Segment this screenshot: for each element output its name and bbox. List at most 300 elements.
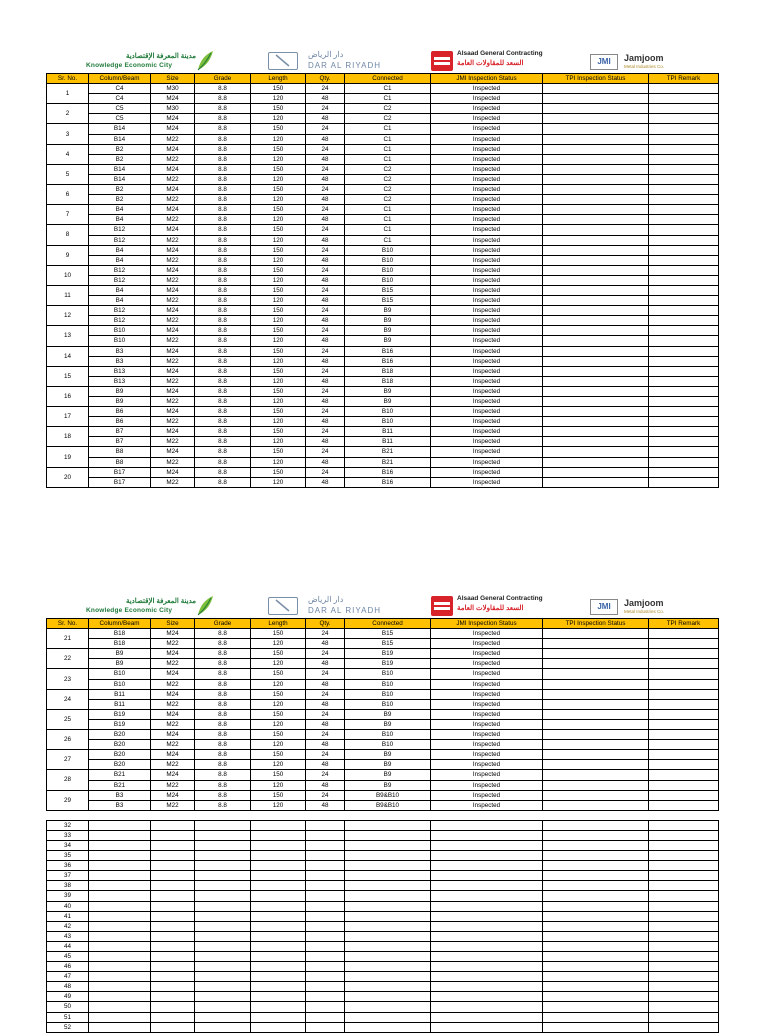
jmi-status-cell[interactable]: Inspected <box>431 245 543 255</box>
length-cell[interactable]: 150 <box>251 366 306 376</box>
column-beam-cell[interactable]: B4 <box>89 215 151 225</box>
length-cell[interactable]: 120 <box>251 477 306 487</box>
grade-cell[interactable]: 8.8 <box>195 366 251 376</box>
qty-cell[interactable]: 48 <box>306 215 345 225</box>
tpi-status-cell[interactable] <box>543 285 649 295</box>
tpi-remark-cell[interactable] <box>649 649 719 659</box>
jmi-status-cell[interactable]: Inspected <box>431 407 543 417</box>
connected-cell[interactable]: B9 <box>345 386 431 396</box>
size-cell[interactable]: M24 <box>151 407 195 417</box>
length-cell[interactable]: 120 <box>251 659 306 669</box>
column-beam-cell[interactable]: B3 <box>89 346 151 356</box>
grade-cell[interactable]: 8.8 <box>195 104 251 114</box>
qty-cell[interactable] <box>306 820 345 830</box>
qty-cell[interactable]: 48 <box>306 397 345 407</box>
connected-cell[interactable]: B9 <box>345 750 431 760</box>
size-cell[interactable]: M22 <box>151 296 195 306</box>
jmi-status-cell[interactable]: Inspected <box>431 467 543 477</box>
tpi-status-cell[interactable] <box>543 750 649 760</box>
grade-cell[interactable]: 8.8 <box>195 376 251 386</box>
length-cell[interactable] <box>251 982 306 992</box>
jmi-status-cell[interactable]: Inspected <box>431 356 543 366</box>
tpi-remark-cell[interactable] <box>649 356 719 366</box>
empty-cell[interactable] <box>345 810 431 820</box>
column-beam-cell[interactable]: B4 <box>89 285 151 295</box>
size-cell[interactable] <box>151 982 195 992</box>
tpi-status-cell[interactable] <box>543 427 649 437</box>
tpi-remark-cell[interactable] <box>649 1002 719 1012</box>
jmi-status-cell[interactable] <box>431 901 543 911</box>
column-beam-cell[interactable]: B13 <box>89 366 151 376</box>
qty-cell[interactable]: 24 <box>306 205 345 215</box>
jmi-status-cell[interactable]: Inspected <box>431 134 543 144</box>
tpi-status-cell[interactable] <box>543 376 649 386</box>
length-cell[interactable]: 120 <box>251 376 306 386</box>
empty-cell[interactable] <box>47 810 89 820</box>
length-cell[interactable]: 150 <box>251 427 306 437</box>
jmi-status-cell[interactable] <box>431 840 543 850</box>
jmi-status-cell[interactable]: Inspected <box>431 709 543 719</box>
size-cell[interactable] <box>151 861 195 871</box>
tpi-status-cell[interactable] <box>543 477 649 487</box>
tpi-remark-cell[interactable] <box>649 840 719 850</box>
grade-cell[interactable]: 8.8 <box>195 84 251 94</box>
column-beam-cell[interactable]: B7 <box>89 427 151 437</box>
column-beam-cell[interactable]: B12 <box>89 316 151 326</box>
tpi-status-cell[interactable] <box>543 346 649 356</box>
tpi-status-cell[interactable] <box>543 911 649 921</box>
size-cell[interactable]: M24 <box>151 326 195 336</box>
connected-cell[interactable]: C1 <box>345 144 431 154</box>
connected-cell[interactable] <box>345 962 431 972</box>
connected-cell[interactable] <box>345 901 431 911</box>
grade-cell[interactable]: 8.8 <box>195 760 251 770</box>
jmi-status-cell[interactable]: Inspected <box>431 790 543 800</box>
qty-cell[interactable]: 48 <box>306 376 345 386</box>
length-cell[interactable] <box>251 921 306 931</box>
connected-cell[interactable]: B16 <box>345 346 431 356</box>
tpi-remark-cell[interactable] <box>649 185 719 195</box>
connected-cell[interactable]: B19 <box>345 649 431 659</box>
qty-cell[interactable]: 24 <box>306 104 345 114</box>
grade-cell[interactable]: 8.8 <box>195 386 251 396</box>
jmi-status-cell[interactable]: Inspected <box>431 84 543 94</box>
tpi-remark-cell[interactable] <box>649 457 719 467</box>
tpi-remark-cell[interactable] <box>649 164 719 174</box>
length-cell[interactable]: 120 <box>251 134 306 144</box>
connected-cell[interactable] <box>345 931 431 941</box>
length-cell[interactable]: 120 <box>251 336 306 346</box>
grade-cell[interactable]: 8.8 <box>195 94 251 104</box>
column-beam-cell[interactable]: B4 <box>89 245 151 255</box>
tpi-remark-cell[interactable] <box>649 851 719 861</box>
connected-cell[interactable]: B9 <box>345 316 431 326</box>
qty-cell[interactable] <box>306 1012 345 1022</box>
jmi-status-cell[interactable]: Inspected <box>431 114 543 124</box>
qty-cell[interactable]: 24 <box>306 669 345 679</box>
size-cell[interactable] <box>151 891 195 901</box>
column-beam-cell[interactable]: C4 <box>89 94 151 104</box>
connected-cell[interactable]: B16 <box>345 356 431 366</box>
connected-cell[interactable]: B9&B10 <box>345 800 431 810</box>
size-cell[interactable] <box>151 851 195 861</box>
length-cell[interactable] <box>251 820 306 830</box>
length-cell[interactable]: 120 <box>251 296 306 306</box>
size-cell[interactable] <box>151 1012 195 1022</box>
tpi-status-cell[interactable] <box>543 407 649 417</box>
grade-cell[interactable]: 8.8 <box>195 326 251 336</box>
size-cell[interactable]: M24 <box>151 205 195 215</box>
size-cell[interactable]: M24 <box>151 144 195 154</box>
connected-cell[interactable]: B9 <box>345 709 431 719</box>
column-beam-cell[interactable]: B9 <box>89 659 151 669</box>
length-cell[interactable]: 150 <box>251 84 306 94</box>
column-beam-cell[interactable]: B19 <box>89 709 151 719</box>
grade-cell[interactable]: 8.8 <box>195 306 251 316</box>
tpi-status-cell[interactable] <box>543 730 649 740</box>
size-cell[interactable]: M22 <box>151 134 195 144</box>
qty-cell[interactable]: 24 <box>306 709 345 719</box>
tpi-status-cell[interactable] <box>543 114 649 124</box>
length-cell[interactable]: 150 <box>251 689 306 699</box>
qty-cell[interactable]: 24 <box>306 407 345 417</box>
tpi-remark-cell[interactable] <box>649 891 719 901</box>
length-cell[interactable] <box>251 851 306 861</box>
column-beam-cell[interactable]: B10 <box>89 326 151 336</box>
grade-cell[interactable]: 8.8 <box>195 800 251 810</box>
tpi-remark-cell[interactable] <box>649 316 719 326</box>
jmi-status-cell[interactable]: Inspected <box>431 800 543 810</box>
connected-cell[interactable]: C1 <box>345 235 431 245</box>
size-cell[interactable]: M22 <box>151 255 195 265</box>
connected-cell[interactable]: B10 <box>345 245 431 255</box>
length-cell[interactable]: 120 <box>251 154 306 164</box>
connected-cell[interactable]: C1 <box>345 215 431 225</box>
tpi-status-cell[interactable] <box>543 326 649 336</box>
connected-cell[interactable]: B10 <box>345 255 431 265</box>
tpi-status-cell[interactable] <box>543 265 649 275</box>
column-beam-cell[interactable]: B2 <box>89 144 151 154</box>
length-cell[interactable]: 120 <box>251 457 306 467</box>
tpi-remark-cell[interactable] <box>649 285 719 295</box>
tpi-remark-cell[interactable] <box>649 245 719 255</box>
qty-cell[interactable]: 24 <box>306 346 345 356</box>
jmi-status-cell[interactable]: Inspected <box>431 306 543 316</box>
qty-cell[interactable]: 48 <box>306 195 345 205</box>
tpi-status-cell[interactable] <box>543 255 649 265</box>
grade-cell[interactable] <box>195 962 251 972</box>
qty-cell[interactable]: 24 <box>306 326 345 336</box>
length-cell[interactable]: 150 <box>251 346 306 356</box>
connected-cell[interactable]: B10 <box>345 417 431 427</box>
tpi-remark-cell[interactable] <box>649 134 719 144</box>
tpi-remark-cell[interactable] <box>649 467 719 477</box>
tpi-status-cell[interactable] <box>543 104 649 114</box>
tpi-status-cell[interactable] <box>543 679 649 689</box>
tpi-status-cell[interactable] <box>543 185 649 195</box>
qty-cell[interactable]: 48 <box>306 679 345 689</box>
length-cell[interactable] <box>251 911 306 921</box>
connected-cell[interactable]: B15 <box>345 296 431 306</box>
tpi-remark-cell[interactable] <box>649 174 719 184</box>
size-cell[interactable] <box>151 921 195 931</box>
connected-cell[interactable]: B9 <box>345 326 431 336</box>
length-cell[interactable] <box>251 931 306 941</box>
qty-cell[interactable]: 48 <box>306 659 345 669</box>
jmi-status-cell[interactable] <box>431 871 543 881</box>
column-beam-cell[interactable]: B3 <box>89 790 151 800</box>
size-cell[interactable]: M22 <box>151 740 195 750</box>
qty-cell[interactable]: 24 <box>306 689 345 699</box>
tpi-remark-cell[interactable] <box>649 437 719 447</box>
connected-cell[interactable]: C2 <box>345 104 431 114</box>
qty-cell[interactable] <box>306 861 345 871</box>
grade-cell[interactable]: 8.8 <box>195 195 251 205</box>
grade-cell[interactable]: 8.8 <box>195 316 251 326</box>
qty-cell[interactable]: 24 <box>306 649 345 659</box>
tpi-remark-cell[interactable] <box>649 124 719 134</box>
column-beam-cell[interactable] <box>89 992 151 1002</box>
connected-cell[interactable] <box>345 820 431 830</box>
tpi-status-cell[interactable] <box>543 164 649 174</box>
qty-cell[interactable]: 48 <box>306 154 345 164</box>
jmi-status-cell[interactable]: Inspected <box>431 346 543 356</box>
column-beam-cell[interactable] <box>89 871 151 881</box>
tpi-status-cell[interactable] <box>543 699 649 709</box>
tpi-status-cell[interactable] <box>543 709 649 719</box>
length-cell[interactable]: 120 <box>251 780 306 790</box>
tpi-status-cell[interactable] <box>543 689 649 699</box>
length-cell[interactable]: 120 <box>251 679 306 689</box>
column-beam-cell[interactable] <box>89 941 151 951</box>
empty-cell[interactable] <box>543 810 649 820</box>
length-cell[interactable] <box>251 861 306 871</box>
tpi-status-cell[interactable] <box>543 760 649 770</box>
size-cell[interactable]: M22 <box>151 457 195 467</box>
tpi-remark-cell[interactable] <box>649 104 719 114</box>
length-cell[interactable]: 120 <box>251 316 306 326</box>
length-cell[interactable]: 150 <box>251 447 306 457</box>
tpi-status-cell[interactable] <box>543 719 649 729</box>
jmi-status-cell[interactable]: Inspected <box>431 417 543 427</box>
size-cell[interactable]: M22 <box>151 437 195 447</box>
qty-cell[interactable]: 48 <box>306 255 345 265</box>
qty-cell[interactable]: 48 <box>306 174 345 184</box>
connected-cell[interactable]: B10 <box>345 699 431 709</box>
connected-cell[interactable]: B19 <box>345 659 431 669</box>
grade-cell[interactable] <box>195 820 251 830</box>
qty-cell[interactable]: 24 <box>306 245 345 255</box>
column-beam-cell[interactable]: B20 <box>89 740 151 750</box>
tpi-remark-cell[interactable] <box>649 992 719 1002</box>
grade-cell[interactable] <box>195 982 251 992</box>
jmi-status-cell[interactable]: Inspected <box>431 144 543 154</box>
size-cell[interactable]: M24 <box>151 164 195 174</box>
size-cell[interactable]: M22 <box>151 275 195 285</box>
connected-cell[interactable]: B15 <box>345 285 431 295</box>
length-cell[interactable] <box>251 1002 306 1012</box>
tpi-remark-cell[interactable] <box>649 871 719 881</box>
tpi-remark-cell[interactable] <box>649 962 719 972</box>
jmi-status-cell[interactable] <box>431 830 543 840</box>
connected-cell[interactable] <box>345 992 431 1002</box>
length-cell[interactable]: 120 <box>251 275 306 285</box>
qty-cell[interactable]: 24 <box>306 770 345 780</box>
grade-cell[interactable]: 8.8 <box>195 629 251 639</box>
jmi-status-cell[interactable]: Inspected <box>431 386 543 396</box>
length-cell[interactable] <box>251 871 306 881</box>
connected-cell[interactable]: C1 <box>345 134 431 144</box>
tpi-status-cell[interactable] <box>543 366 649 376</box>
column-beam-cell[interactable]: B20 <box>89 730 151 740</box>
grade-cell[interactable]: 8.8 <box>195 285 251 295</box>
size-cell[interactable]: M24 <box>151 94 195 104</box>
column-beam-cell[interactable] <box>89 901 151 911</box>
tpi-status-cell[interactable] <box>543 94 649 104</box>
jmi-status-cell[interactable]: Inspected <box>431 457 543 467</box>
column-beam-cell[interactable]: B3 <box>89 800 151 810</box>
tpi-remark-cell[interactable] <box>649 931 719 941</box>
tpi-remark-cell[interactable] <box>649 881 719 891</box>
size-cell[interactable]: M22 <box>151 659 195 669</box>
size-cell[interactable] <box>151 952 195 962</box>
size-cell[interactable] <box>151 840 195 850</box>
column-beam-cell[interactable] <box>89 911 151 921</box>
tpi-status-cell[interactable] <box>543 215 649 225</box>
jmi-status-cell[interactable] <box>431 952 543 962</box>
grade-cell[interactable] <box>195 952 251 962</box>
grade-cell[interactable]: 8.8 <box>195 730 251 740</box>
size-cell[interactable] <box>151 931 195 941</box>
size-cell[interactable]: M24 <box>151 770 195 780</box>
connected-cell[interactable]: C1 <box>345 124 431 134</box>
qty-cell[interactable]: 48 <box>306 316 345 326</box>
grade-cell[interactable]: 8.8 <box>195 639 251 649</box>
tpi-remark-cell[interactable] <box>649 709 719 719</box>
tpi-remark-cell[interactable] <box>649 800 719 810</box>
qty-cell[interactable]: 48 <box>306 699 345 709</box>
jmi-status-cell[interactable]: Inspected <box>431 164 543 174</box>
grade-cell[interactable]: 8.8 <box>195 437 251 447</box>
grade-cell[interactable]: 8.8 <box>195 427 251 437</box>
size-cell[interactable] <box>151 962 195 972</box>
length-cell[interactable]: 150 <box>251 205 306 215</box>
connected-cell[interactable]: C1 <box>345 205 431 215</box>
tpi-status-cell[interactable] <box>543 356 649 366</box>
qty-cell[interactable]: 24 <box>306 124 345 134</box>
size-cell[interactable]: M22 <box>151 154 195 164</box>
jmi-status-cell[interactable]: Inspected <box>431 265 543 275</box>
grade-cell[interactable]: 8.8 <box>195 740 251 750</box>
length-cell[interactable]: 120 <box>251 195 306 205</box>
tpi-status-cell[interactable] <box>543 649 649 659</box>
column-beam-cell[interactable]: B4 <box>89 255 151 265</box>
qty-cell[interactable] <box>306 931 345 941</box>
length-cell[interactable]: 150 <box>251 144 306 154</box>
length-cell[interactable]: 150 <box>251 407 306 417</box>
column-beam-cell[interactable]: B14 <box>89 174 151 184</box>
grade-cell[interactable] <box>195 921 251 931</box>
grade-cell[interactable]: 8.8 <box>195 245 251 255</box>
column-beam-cell[interactable]: B6 <box>89 417 151 427</box>
tpi-remark-cell[interactable] <box>649 346 719 356</box>
length-cell[interactable]: 150 <box>251 669 306 679</box>
size-cell[interactable]: M22 <box>151 679 195 689</box>
column-beam-cell[interactable]: B9 <box>89 397 151 407</box>
tpi-status-cell[interactable] <box>543 992 649 1002</box>
tpi-status-cell[interactable] <box>543 245 649 255</box>
connected-cell[interactable]: B9 <box>345 336 431 346</box>
tpi-status-cell[interactable] <box>543 225 649 235</box>
jmi-status-cell[interactable]: Inspected <box>431 285 543 295</box>
size-cell[interactable]: M22 <box>151 376 195 386</box>
jmi-status-cell[interactable] <box>431 1002 543 1012</box>
tpi-status-cell[interactable] <box>543 952 649 962</box>
connected-cell[interactable] <box>345 972 431 982</box>
tpi-status-cell[interactable] <box>543 205 649 215</box>
tpi-remark-cell[interactable] <box>649 205 719 215</box>
connected-cell[interactable]: B11 <box>345 437 431 447</box>
column-beam-cell[interactable]: B12 <box>89 265 151 275</box>
tpi-status-cell[interactable] <box>543 336 649 346</box>
connected-cell[interactable] <box>345 941 431 951</box>
tpi-status-cell[interactable] <box>543 881 649 891</box>
connected-cell[interactable]: B10 <box>345 275 431 285</box>
length-cell[interactable] <box>251 952 306 962</box>
jmi-status-cell[interactable]: Inspected <box>431 275 543 285</box>
tpi-remark-cell[interactable] <box>649 760 719 770</box>
connected-cell[interactable]: B10 <box>345 679 431 689</box>
jmi-status-cell[interactable]: Inspected <box>431 255 543 265</box>
tpi-status-cell[interactable] <box>543 639 649 649</box>
column-beam-cell[interactable]: B12 <box>89 306 151 316</box>
column-beam-cell[interactable]: B20 <box>89 760 151 770</box>
grade-cell[interactable]: 8.8 <box>195 154 251 164</box>
empty-cell[interactable] <box>195 810 251 820</box>
tpi-remark-cell[interactable] <box>649 699 719 709</box>
length-cell[interactable]: 150 <box>251 104 306 114</box>
tpi-remark-cell[interactable] <box>649 911 719 921</box>
connected-cell[interactable]: C2 <box>345 195 431 205</box>
size-cell[interactable]: M24 <box>151 185 195 195</box>
column-beam-cell[interactable]: B12 <box>89 275 151 285</box>
size-cell[interactable]: M24 <box>151 689 195 699</box>
tpi-status-cell[interactable] <box>543 800 649 810</box>
grade-cell[interactable] <box>195 992 251 1002</box>
jmi-status-cell[interactable]: Inspected <box>431 639 543 649</box>
column-beam-cell[interactable]: C5 <box>89 114 151 124</box>
qty-cell[interactable]: 24 <box>306 144 345 154</box>
grade-cell[interactable] <box>195 901 251 911</box>
qty-cell[interactable]: 48 <box>306 477 345 487</box>
grade-cell[interactable] <box>195 851 251 861</box>
connected-cell[interactable]: B11 <box>345 427 431 437</box>
jmi-status-cell[interactable]: Inspected <box>431 185 543 195</box>
column-beam-cell[interactable] <box>89 931 151 941</box>
tpi-status-cell[interactable] <box>543 901 649 911</box>
length-cell[interactable]: 120 <box>251 114 306 124</box>
column-beam-cell[interactable] <box>89 972 151 982</box>
length-cell[interactable]: 150 <box>251 467 306 477</box>
tpi-remark-cell[interactable] <box>649 1012 719 1022</box>
tpi-status-cell[interactable] <box>543 830 649 840</box>
qty-cell[interactable]: 24 <box>306 750 345 760</box>
tpi-remark-cell[interactable] <box>649 296 719 306</box>
size-cell[interactable]: M22 <box>151 719 195 729</box>
empty-cell[interactable] <box>306 810 345 820</box>
jmi-status-cell[interactable]: Inspected <box>431 669 543 679</box>
column-beam-cell[interactable] <box>89 1012 151 1022</box>
